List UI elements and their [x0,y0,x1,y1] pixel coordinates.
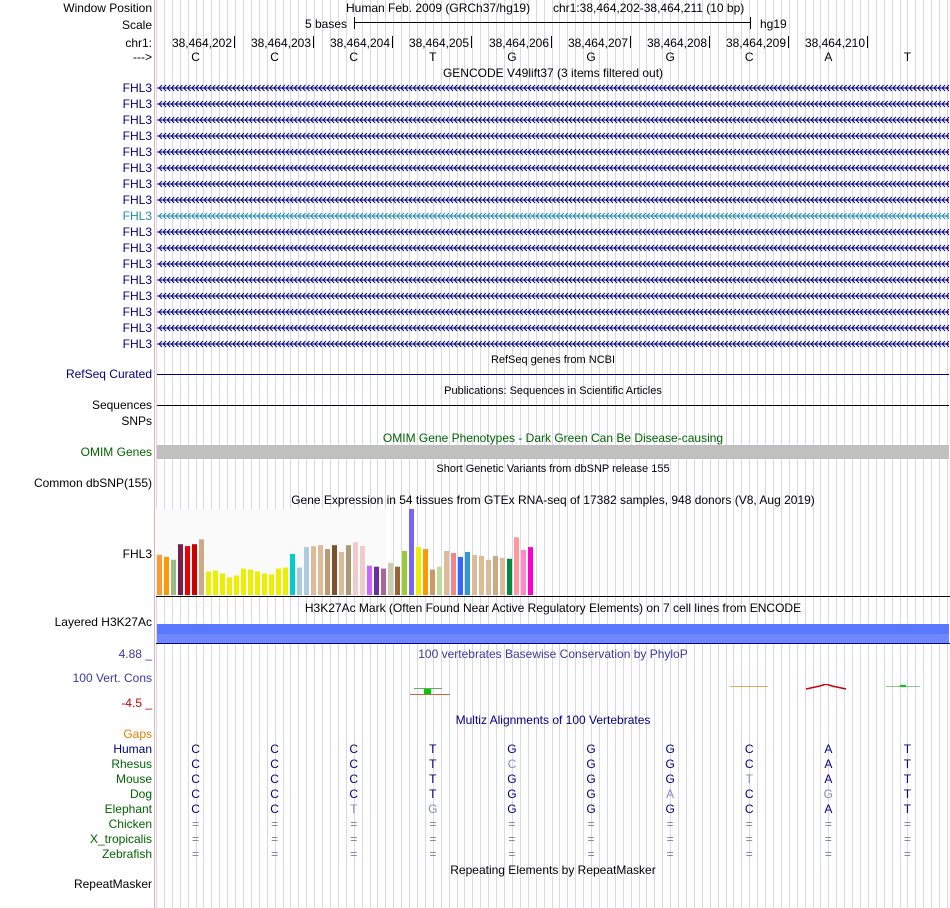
gtex-baseline [156,596,950,597]
alignment-base: C [349,757,359,771]
alignment-base: = [271,817,279,831]
gtex-bar[interactable] [157,555,162,595]
position-text[interactable]: chr1:38,464,202-38,464,211 (10 bp) [553,1,745,15]
alignment-base: C [191,757,200,771]
alignment-base: C [744,742,754,756]
transcript-label[interactable]: FHL3 [122,257,152,271]
transcript-intron-line[interactable] [157,99,949,109]
alignment-base: C [191,802,200,816]
transcript-intron-line[interactable] [157,275,949,285]
alignment-base: A [824,742,833,756]
gtex-bar[interactable] [416,547,421,595]
alignment-base: = [429,817,437,831]
transcript-intron-line[interactable] [157,163,949,173]
gtex-bar[interactable] [402,551,407,595]
coordinate-tick [234,36,235,48]
h3k27ac-layer-bottom[interactable] [157,634,949,643]
gtex-bar[interactable] [199,539,204,595]
gtex-bar[interactable] [304,547,309,595]
alignment-base: = [192,817,200,831]
alignment-base: C [349,742,359,756]
alignment-base: A [824,802,833,816]
gtex-bar[interactable] [367,566,372,595]
coordinate-tick [867,36,868,48]
gtex-chart[interactable] [156,505,556,597]
snps-label[interactable]: SNPs [121,414,152,428]
transcript-label[interactable]: FHL3 [122,145,152,159]
gtex-bar[interactable] [276,569,281,595]
alignment-base: T [429,772,437,786]
species-label[interactable]: Chicken [108,817,152,831]
gtex-bar[interactable] [423,549,428,595]
gtex-bar[interactable] [220,574,225,596]
coordinate-tick [392,36,393,48]
alignment-base: G [823,787,834,801]
gtex-bar[interactable] [311,546,316,595]
alignment-base: G [586,787,596,801]
species-label[interactable]: Elephant [104,802,152,816]
alignment-base: = [824,817,832,831]
transcript-label[interactable]: FHL3 [122,305,152,319]
alignment-base: G [665,772,675,786]
phylop-peak-small [900,685,906,687]
alignment-base: A [666,787,675,801]
alignment-base: C [270,742,279,756]
reference-base: C [191,50,200,64]
scale-bar-right-tick [750,17,751,29]
omim-label[interactable]: OMIM Genes [80,445,152,459]
alignment-base: T [903,757,912,771]
alignment-base: = [745,832,753,846]
alignment-base: C [507,757,517,771]
coordinate-tick [471,36,472,48]
reference-base: C [349,50,359,64]
alignment-base: G [586,742,596,756]
coordinate-tick [630,36,631,48]
transcript-intron-line[interactable] [157,147,949,157]
coordinate-label: 38,464,208 [646,36,707,50]
transcript-label[interactable]: FHL3 [122,337,152,351]
transcript-label[interactable]: FHL3 [122,321,152,335]
alignment-base: G [586,772,596,786]
alignment-base: G [507,802,517,816]
gtex-bar[interactable] [164,557,169,595]
alignment-base: G [586,802,596,816]
alignment-base: C [349,772,359,786]
transcript-label[interactable]: FHL3 [122,273,152,287]
phylop-baseline-1 [410,694,450,695]
h3k27ac-layer-top[interactable] [157,624,949,634]
window-position-label: Window Position [63,1,152,15]
alignment-base: C [191,742,200,756]
alignment-base: = [903,817,911,831]
species-label[interactable]: Human [113,742,152,756]
gtex-bar[interactable] [171,560,176,595]
alignment-base: = [824,832,832,846]
gaps-label[interactable]: Gaps [123,727,152,741]
species-label[interactable]: Dog [129,787,152,801]
chrom-label: chr1: [125,36,152,50]
gtex-bar[interactable] [500,558,505,595]
reference-base: A [824,50,833,64]
coordinate-label: 38,464,209 [725,36,786,50]
gtex-bar[interactable] [297,568,302,595]
alignment-base: C [349,787,359,801]
multiz-title: Multiz Alignments of 100 Vertebrates [455,713,651,727]
alignment-base: = [587,832,595,846]
gtex-bar[interactable] [430,570,435,595]
gtex-bar[interactable] [360,546,365,595]
alignment-base: = [271,832,279,846]
gtex-bar[interactable] [465,552,470,595]
coordinate-label: 38,464,206 [488,36,549,50]
species-label[interactable]: Rhesus [111,757,152,771]
gtex-label[interactable]: FHL3 [122,547,152,561]
gtex-bar[interactable] [213,571,218,595]
gtex-bar[interactable] [507,559,512,595]
h3k27ac-label[interactable]: Layered H3K27Ac [54,615,152,629]
alignment-base: T [350,802,358,816]
alignment-base: T [429,757,437,771]
gtex-bar[interactable] [346,545,351,595]
phylop-max: 4.88 _ [118,647,152,661]
alignment-base: C [744,802,754,816]
transcript-label[interactable]: FHL3 [122,161,152,175]
gtex-bar[interactable] [381,569,386,595]
h3k27ac-baseline [156,643,950,644]
gtex-bar[interactable] [325,549,330,595]
transcript-intron-line[interactable] [157,291,949,301]
gtex-bar[interactable] [514,537,519,595]
phylop-tick-green [414,688,442,689]
publications-line[interactable] [157,405,949,406]
coordinate-tick [788,36,789,48]
alignment-base: C [270,757,279,771]
alignment-base: = [666,832,674,846]
transcript-label[interactable]: FHL3 [122,177,152,191]
gtex-bar[interactable] [388,563,393,595]
alignment-base: T [903,787,912,801]
alignment-base: G [507,787,517,801]
alignment-base: = [508,847,516,861]
h3k27ac-title: H3K27Ac Mark (Often Found Near Active Regulatory Elements) on 7 cell lines from ENCODE [304,601,802,615]
gtex-bar[interactable] [521,550,526,595]
coordinate-label: 38,464,204 [329,36,390,50]
transcript-intron-line[interactable] [157,307,949,317]
alignment-base: = [271,847,279,861]
gtex-bar[interactable] [374,567,379,595]
assembly-text: Human Feb. 2009 (GRCh37/hg19) [346,1,531,15]
species-label[interactable]: Mouse [115,772,152,786]
alignment-base: T [903,742,912,756]
alignment-base: A [824,772,833,786]
alignment-base: = [824,847,832,861]
transcript-intron-line[interactable] [157,195,949,205]
alignment-base: = [508,832,516,846]
phylop-min: -4.5 _ [121,696,152,710]
strand-arrow-label: ---> [133,50,152,64]
transcript-label[interactable]: FHL3 [122,81,152,95]
alignment-base: C [270,787,279,801]
alignment-base: = [745,847,753,861]
reference-base: T [903,50,912,64]
coordinate-label: 38,464,210 [804,36,865,50]
reference-base: C [744,50,754,64]
transcript-label[interactable]: FHL3 [122,97,152,111]
scale-bar-left-tick [354,17,355,29]
transcript-label[interactable]: FHL3 [122,193,152,207]
alignment-base: G [586,757,596,771]
transcript-intron-line[interactable] [157,83,949,93]
transcript-intron-line[interactable] [157,259,949,269]
publications-label[interactable]: Sequences [91,398,152,412]
gtex-bar[interactable] [339,552,344,595]
alignment-base: T [903,802,912,816]
dbsnp-label[interactable]: Common dbSNP(155) [33,476,152,490]
scale-bar [354,22,750,23]
alignment-base: A [824,757,833,771]
gencode-title: GENCODE V49lift37 (3 items filtered out) [442,66,664,80]
gtex-bar[interactable] [451,553,456,595]
gtex-bar[interactable] [227,577,232,595]
gtex-bar[interactable] [241,569,246,595]
gtex-bar[interactable] [283,568,288,595]
gtex-bar[interactable] [395,567,400,595]
alignment-base: = [666,817,674,831]
alignment-base: T [429,787,437,801]
reference-base: G [586,50,596,64]
gtex-bar[interactable] [318,545,323,595]
scale-text: 5 bases [305,17,348,31]
gtex-bar[interactable] [528,547,533,595]
alignment-base: C [744,787,754,801]
coordinate-label: 38,464,203 [250,36,311,50]
gtex-bar[interactable] [479,556,484,595]
omim-title: OMIM Gene Phenotypes - Dark Green Can Be Disease-causing [382,431,724,445]
transcript-intron-line[interactable] [157,243,949,253]
transcript-intron-line[interactable] [157,227,949,237]
publications-title: Publications: Sequences in Scientific Articles [444,385,662,397]
db-text: hg19 [760,17,787,31]
alignment-base: = [350,847,358,861]
gtex-bar[interactable] [409,509,414,595]
alignment-base: C [191,772,200,786]
coordinate-label: 38,464,205 [408,36,469,50]
transcript-label[interactable]: FHL3 [122,241,152,255]
alignment-base: C [270,772,279,786]
alignment-base: = [587,847,595,861]
refseq-label[interactable]: RefSeq Curated [65,367,152,381]
alignment-base: = [666,847,674,861]
gtex-bar[interactable] [353,542,358,595]
gtex-bar[interactable] [262,574,267,596]
alignment-base: G [428,802,438,816]
gtex-title: Gene Expression in 54 tissues from GTEx RNA-seq of 17382 samples, 948 donors (V8, Aug 2019) [291,493,815,507]
gtex-bar[interactable] [437,567,442,595]
alignment-base: = [429,832,437,846]
alignment-base: = [429,847,437,861]
dbsnp-title: Short Genetic Variants from dbSNP release 155 [436,463,670,475]
alignment-base: = [903,832,911,846]
alignment-base: C [744,757,754,771]
transcript-label[interactable]: FHL3 [122,225,152,239]
gtex-bar[interactable] [269,575,274,596]
omim-bar[interactable] [157,445,949,459]
coordinate-label: 38,464,207 [567,36,628,50]
alignment-base: C [191,787,200,801]
gtex-bar[interactable] [206,572,211,596]
gtex-bar[interactable] [248,570,253,595]
transcript-intron-line[interactable] [157,131,949,141]
coordinate-label: 38,464,202 [171,36,232,50]
alignment-base: G [665,757,675,771]
gtex-bar[interactable] [486,560,491,595]
phylop-peak-red[interactable] [806,684,848,690]
reference-base: T [429,50,437,64]
alignment-base: = [508,817,516,831]
gtex-bar[interactable] [493,556,498,595]
refseq-line[interactable] [157,374,949,375]
alignment-base: = [350,817,358,831]
refseq-title: RefSeq genes from NCBI [490,354,616,366]
coordinate-tick [709,36,710,48]
gtex-bar[interactable] [178,544,183,595]
species-label[interactable]: X_tropicalis [89,832,152,846]
alignment-base: G [507,742,517,756]
gtex-bar[interactable] [255,572,260,596]
label-divider [154,0,155,908]
gtex-bar[interactable] [472,555,477,595]
transcript-label[interactable]: FHL3 [122,113,152,127]
repeatmasker-title: Repeating Elements by RepeatMasker [450,863,656,877]
alignment-base: = [192,832,200,846]
transcript-intron-line[interactable] [157,211,949,221]
gtex-bar[interactable] [234,576,239,596]
gtex-bar[interactable] [458,557,463,595]
phylop-title: 100 vertebrates Basewise Conservation by PhyloP [418,647,688,661]
alignment-base: = [192,847,200,861]
transcript-label[interactable]: FHL3 [122,129,152,143]
transcript-intron-line[interactable] [157,115,949,125]
alignment-base: = [587,817,595,831]
reference-base: C [270,50,279,64]
reference-base: G [507,50,517,64]
reference-base: G [665,50,675,64]
alignment-base: = [903,847,911,861]
transcript-intron-line[interactable] [157,323,949,333]
alignment-base: G [665,802,675,816]
phylop-label[interactable]: 100 Vert. Cons [72,671,152,685]
transcript-label[interactable]: FHL3 [122,209,152,223]
gtex-bar[interactable] [444,551,449,595]
alignment-base: = [745,817,753,831]
repeatmasker-label[interactable]: RepeatMasker [73,877,152,891]
alignment-base: G [665,742,675,756]
alignment-base: C [270,802,279,816]
gtex-bar[interactable] [332,545,337,595]
gtex-bar[interactable] [185,546,190,595]
species-label[interactable]: Zebrafish [101,847,152,861]
alignment-base: T [903,772,912,786]
alignment-base: T [745,772,753,786]
alignment-base: = [350,832,358,846]
gtex-bar[interactable] [290,554,295,595]
coordinate-tick [551,36,552,48]
coordinate-tick [313,36,314,48]
transcript-intron-line[interactable] [157,179,949,189]
alignment-base: G [507,772,517,786]
scale-label: Scale [121,18,152,32]
gtex-bar[interactable] [192,544,197,595]
alignment-base: T [429,742,437,756]
phylop-baseline-2 [730,686,768,687]
transcript-intron-line[interactable] [157,339,949,349]
transcript-label[interactable]: FHL3 [122,289,152,303]
